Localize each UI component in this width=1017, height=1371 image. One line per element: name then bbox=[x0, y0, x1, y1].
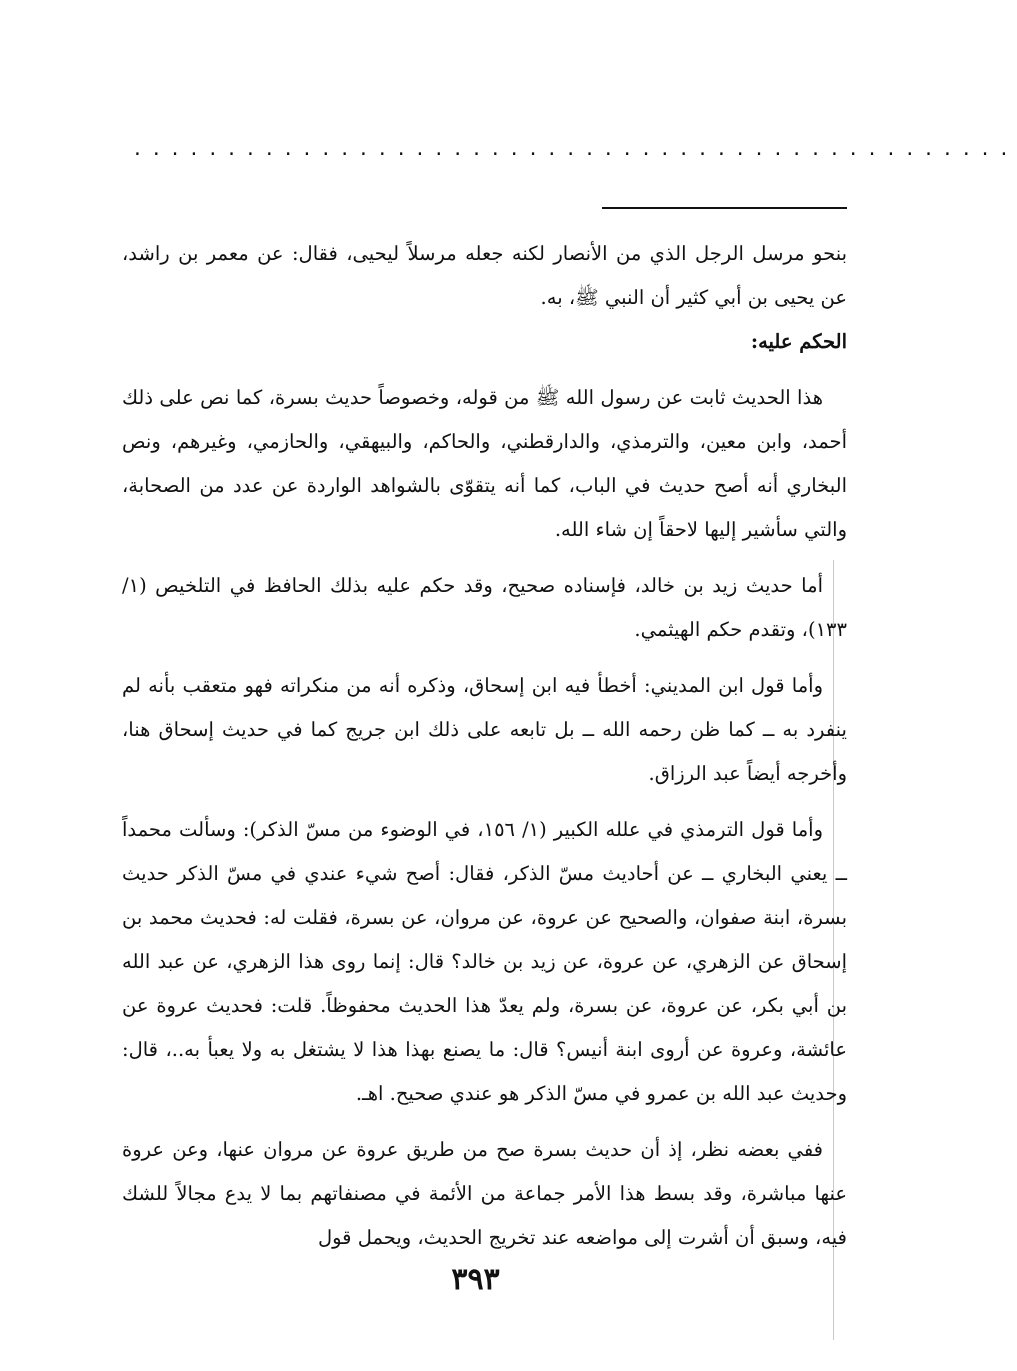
page-number: ٣٩٣ bbox=[451, 1262, 500, 1297]
section-heading: الحكم عليه: bbox=[750, 330, 847, 353]
paragraph-1: هذا الحديث ثابت عن رسول الله ﷺ من قوله، وخصوصاً حديث بسرة، كما نص على ذلك أحمد، وابن معين، والترمذي، والدارقطني، والحاكم، والبيهقي، والحازمي، وغيرهم، ونص البخاري أنه أصح حديث في الباب، كما أنه يتقوّى بالشواهد الواردة عن عدد من الصحابة، والتي سأشير إليها لاحقاً إن شاء الله. bbox=[122, 386, 847, 541]
paragraph-3: وأما قول ابن المديني: أخطأ فيه ابن إسحاق، وذكره أنه من منكراته فهو متعقب بأنه لم ينفرد به ــ كما ظن رحمه الله ــ بل تابعه على ذلك ابن جريج كما في حديث إسحاق هنا، وأخرجه أيضاً عبد الرزاق. bbox=[122, 674, 847, 785]
body-text bbox=[122, 232, 847, 1260]
continuation-paragraph: بنحو مرسل الرجل الذي من الأنصار لكنه جعله مرسلاً ليحيى، فقال: عن معمر بن راشد، عن يحيى بن أبي كثير أن النبي ﷺ، به. bbox=[122, 242, 847, 309]
paragraph-2: أما حديث زيد بن خالد، فإسناده صحيح، وقد حكم عليه بذلك الحافظ في التلخيص (١/ ١٣٣)، وتقدم حكم الهيثمي. bbox=[122, 574, 847, 641]
footnote-rule bbox=[602, 207, 847, 209]
paragraph-4: وأما قول الترمذي في علله الكبير (١/ ١٥٦، في الوضوء من مسّ الذكر): وسألت محمداً ــ يعني البخاري ــ عن أحاديث مسّ الذكر، فقال: أصح شيء عندي في مسّ الذكر حديث بسرة، ابنة صفوان، والصحيح عن عروة، عن مروان، عن بسرة، فقلت له: فحديث محمد بن إسحاق عن الزهري، عن عروة، عن زيد بن خالد؟ قال: إنما روى هذا الزهري، عن عبد الله بن أبي بكر، عن عروة، عن بسرة، ولم يعدّ هذا الحديث محفوظاً. قلت: فحديث عروة عن عائشة، وعروة عن أروى ابنة أنيس؟ قال: ما يصنع بهذا هذا لا يشتغل به ولا يعبأ به..، قال: وحديث عبد الله بن عمرو في مسّ الذكر هو عندي صحيح. اهـ. bbox=[122, 818, 847, 1105]
footnote-dot-separator: ............................................... bbox=[132, 139, 1017, 160]
paragraph-5: ففي بعضه نظر، إذ أن حديث بسرة صح من طريق عروة عن مروان عنها، وعن عروة عنها مباشرة، وقد بسط هذا الأمر جماعة من الأئمة في مصنفاتهم بما لا يدع مجالاً للشك فيه، وسبق أن أشرت إلى مواضعه عند تخريج الحديث، ويحمل قول bbox=[122, 1138, 847, 1249]
